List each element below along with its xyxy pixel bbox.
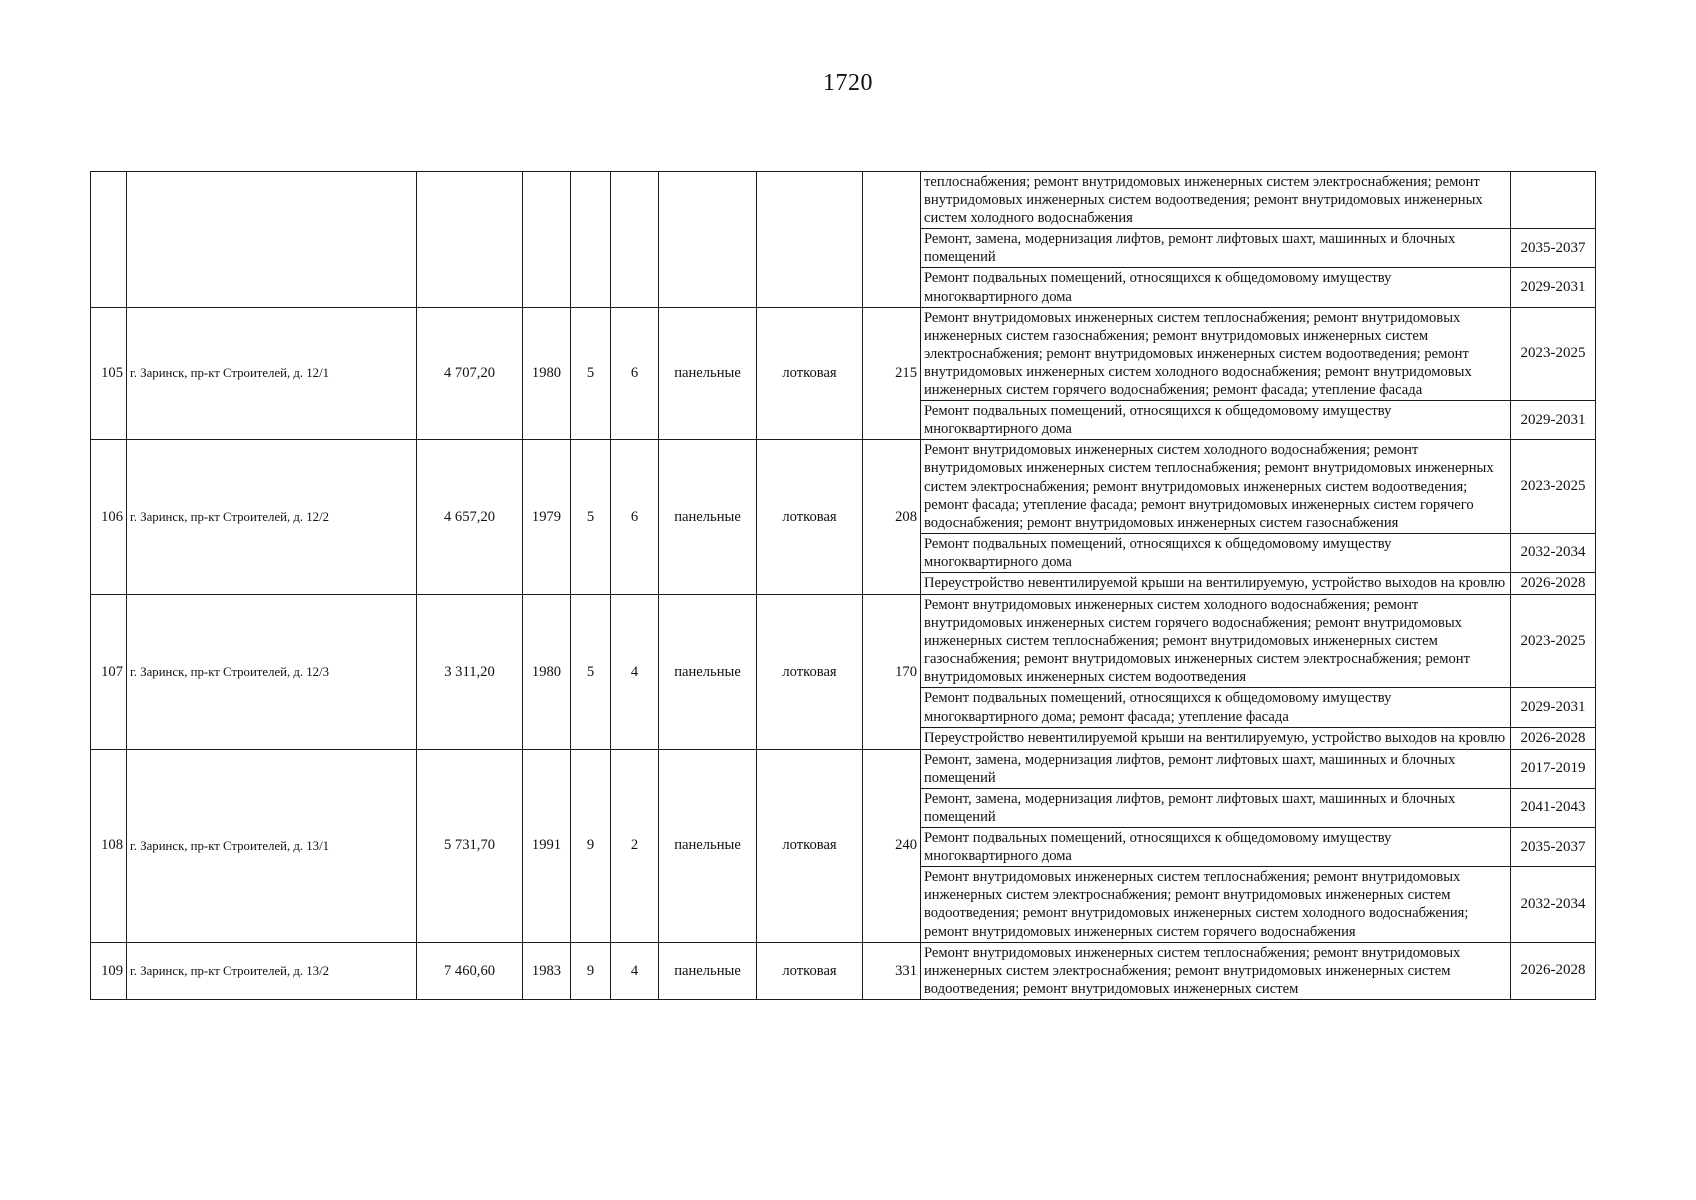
- building-year: 1980: [523, 595, 571, 750]
- work-period: 2029-2031: [1511, 688, 1596, 727]
- building-entrances: 6: [611, 307, 659, 440]
- table-row: [91, 942, 1596, 999]
- page-number: 1720: [823, 70, 873, 96]
- building-number: 105: [91, 307, 127, 440]
- building-floors: 9: [571, 942, 611, 999]
- work-period: 2035-2037: [1511, 229, 1596, 268]
- building-address: [127, 172, 417, 308]
- work-period: 2032-2034: [1511, 867, 1596, 942]
- building-address: г. Заринск, пр-кт Строителей, д. 12/2: [127, 440, 417, 595]
- residents-count: 240: [863, 749, 921, 942]
- building-number: 107: [91, 595, 127, 750]
- work-period: 2041-2043: [1511, 788, 1596, 827]
- roof-type: лотковая: [757, 942, 863, 999]
- building-entrances: 4: [611, 595, 659, 750]
- work-period: 2026-2028: [1511, 727, 1596, 749]
- work-description: Ремонт, замена, модернизация лифтов, ремонт лифтовых шахт, машинных и блочных помещений: [921, 749, 1511, 788]
- residents-count: 170: [863, 595, 921, 750]
- roof-type: лотковая: [757, 440, 863, 595]
- wall-material: [659, 172, 757, 308]
- roof-type: лотковая: [757, 749, 863, 942]
- work-period: 2032-2034: [1511, 533, 1596, 572]
- work-description: Ремонт внутридомовых инженерных систем теплоснабжения; ремонт внутридомовых инженерных систем газоснабжения; ремонт внутридомовых инженерных систем электроснабжения; ремонт внутридомовых инженерных систем водоотведения; ремонт внутридомовых инженерных систем холодного водоснабжения; ремонт внутридомовых инженерных систем горячего водоснабжения; ремонт фасада; утепление фасада: [921, 307, 1511, 400]
- work-period: 2017-2019: [1511, 749, 1596, 788]
- work-description: Ремонт внутридомовых инженерных систем теплоснабжения; ремонт внутридомовых инженерных систем электроснабжения; ремонт внутридомовых инженерных систем водоотведения; ремонт внутридомовых инженерных систем: [921, 942, 1511, 999]
- work-description: Ремонт, замена, модернизация лифтов, ремонт лифтовых шахт, машинных и блочных помещений: [921, 788, 1511, 827]
- building-year: 1983: [523, 942, 571, 999]
- work-period: 2026-2028: [1511, 942, 1596, 999]
- building-address: г. Заринск, пр-кт Строителей, д. 12/3: [127, 595, 417, 750]
- work-description: Ремонт подвальных помещений, относящихся к общедомовому имуществу многоквартирного дома; ремонт фасада; утепление фасада: [921, 688, 1511, 727]
- building-number: 106: [91, 440, 127, 595]
- work-period: [1511, 172, 1596, 229]
- building-floors: 5: [571, 307, 611, 440]
- building-area: [417, 172, 523, 308]
- work-description: Ремонт внутридомовых инженерных систем холодного водоснабжения; ремонт внутридомовых инженерных систем горячего водоснабжения; ремонт внутридомовых инженерных систем теплоснабжения; ремонт внутридомовых инженерных систем газоснабжения; ремонт внутридомовых инженерных систем электроснабжения; ремонт внутридомовых инженерных систем водоотведения: [921, 595, 1511, 688]
- wall-material: панельные: [659, 595, 757, 750]
- building-floors: 9: [571, 749, 611, 942]
- residents-count: 208: [863, 440, 921, 595]
- work-description: Ремонт подвальных помещений, относящихся к общедомовому имуществу многоквартирного дома: [921, 268, 1511, 307]
- building-floors: [571, 172, 611, 308]
- work-period: 2023-2025: [1511, 440, 1596, 533]
- table-row: [91, 440, 1596, 533]
- table-row: [91, 307, 1596, 400]
- table-row: [91, 749, 1596, 788]
- table-row: [91, 172, 1596, 229]
- roof-type: [757, 172, 863, 308]
- work-description: теплоснабжения; ремонт внутридомовых инженерных систем электроснабжения; ремонт внутридомовых инженерных систем водоотведения; ремонт внутридомовых инженерных систем холодного водоснабжения: [921, 172, 1511, 229]
- work-period: 2029-2031: [1511, 401, 1596, 440]
- building-area: 4 707,20: [417, 307, 523, 440]
- roof-type: лотковая: [757, 307, 863, 440]
- work-period: 2023-2025: [1511, 595, 1596, 688]
- work-description: Переустройство невентилируемой крыши на вентилируемую, устройство выходов на кровлю: [921, 572, 1511, 594]
- work-period: 2029-2031: [1511, 268, 1596, 307]
- repair-schedule-table: [90, 171, 1596, 1000]
- wall-material: панельные: [659, 307, 757, 440]
- work-description: Ремонт внутридомовых инженерных систем теплоснабжения; ремонт внутридомовых инженерных систем электроснабжения; ремонт внутридомовых инженерных систем водоотведения; ремонт внутридомовых инженерных систем холодного водоснабжения; ремонт внутридомовых инженерных систем горячего водоснабжения: [921, 867, 1511, 942]
- roof-type: лотковая: [757, 595, 863, 750]
- building-address: г. Заринск, пр-кт Строителей, д. 13/1: [127, 749, 417, 942]
- wall-material: панельные: [659, 749, 757, 942]
- residents-count: 331: [863, 942, 921, 999]
- table-body: [91, 172, 1596, 1000]
- building-address: г. Заринск, пр-кт Строителей, д. 13/2: [127, 942, 417, 999]
- building-entrances: 2: [611, 749, 659, 942]
- table-row: [91, 595, 1596, 688]
- work-period: 2026-2028: [1511, 572, 1596, 594]
- building-address: г. Заринск, пр-кт Строителей, д. 12/1: [127, 307, 417, 440]
- building-entrances: 4: [611, 942, 659, 999]
- building-area: 4 657,20: [417, 440, 523, 595]
- work-description: Переустройство невентилируемой крыши на вентилируемую, устройство выходов на кровлю: [921, 727, 1511, 749]
- building-year: 1991: [523, 749, 571, 942]
- building-floors: 5: [571, 595, 611, 750]
- work-description: Ремонт подвальных помещений, относящихся к общедомовому имуществу многоквартирного дома: [921, 828, 1511, 867]
- wall-material: панельные: [659, 942, 757, 999]
- work-description: Ремонт подвальных помещений, относящихся к общедомовому имуществу многоквартирного дома: [921, 533, 1511, 572]
- residents-count: [863, 172, 921, 308]
- work-description: Ремонт внутридомовых инженерных систем холодного водоснабжения; ремонт внутридомовых инженерных систем теплоснабжения; ремонт внутридомовых инженерных систем электроснабжения; ремонт внутридомовых инженерных систем водоотведения; ремонт фасада; утепление фасада; ремонт внутридомовых инженерных систем горячего водоснабжения; ремонт внутридомовых инженерных систем газоснабжения: [921, 440, 1511, 533]
- building-area: 7 460,60: [417, 942, 523, 999]
- work-description: Ремонт подвальных помещений, относящихся к общедомовому имуществу многоквартирного дома: [921, 401, 1511, 440]
- work-period: 2023-2025: [1511, 307, 1596, 400]
- building-number: [91, 172, 127, 308]
- wall-material: панельные: [659, 440, 757, 595]
- building-area: 5 731,70: [417, 749, 523, 942]
- building-area: 3 311,20: [417, 595, 523, 750]
- building-year: [523, 172, 571, 308]
- building-number: 108: [91, 749, 127, 942]
- building-year: 1980: [523, 307, 571, 440]
- building-entrances: 6: [611, 440, 659, 595]
- residents-count: 215: [863, 307, 921, 440]
- work-description: Ремонт, замена, модернизация лифтов, ремонт лифтовых шахт, машинных и блочных помещений: [921, 229, 1511, 268]
- work-period: 2035-2037: [1511, 828, 1596, 867]
- building-year: 1979: [523, 440, 571, 595]
- building-number: 109: [91, 942, 127, 999]
- building-entrances: [611, 172, 659, 308]
- building-floors: 5: [571, 440, 611, 595]
